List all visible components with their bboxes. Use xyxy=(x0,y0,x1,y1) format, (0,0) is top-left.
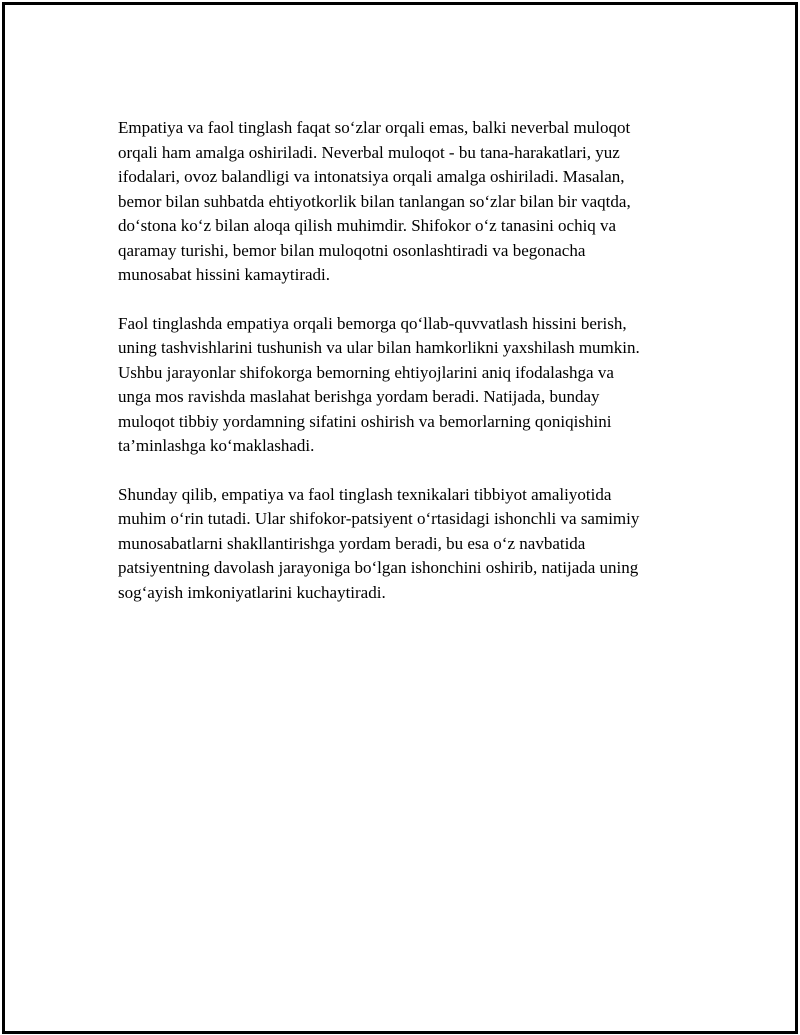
text-line: munosabatlarni shakllantirishga yordam beradi, bu esa o‘z navbatida xyxy=(118,533,586,553)
text-line: sog‘ayish imkoniyatlarini kuchaytiradi. xyxy=(118,582,386,602)
text-line: ta’minlashga ko‘maklashadi. xyxy=(118,436,315,455)
text-line: ifodalari, ovoz balandligi va intonatsiya orqali amalga oshiriladi. Masalan, xyxy=(118,167,625,186)
document-body xyxy=(118,116,698,629)
text-line: Ushbu jarayonlar shifokorga bemorning ehtiyojlarini aniq ifodalashga va xyxy=(118,362,614,382)
text-line: qaramay turishi, bemor bilan muloqotni osonlashtiradi va begonacha xyxy=(118,240,586,260)
text-line: patsiyentning davolash jarayoniga bo‘lgan ishonchini oshirib, natijada uning xyxy=(118,558,639,577)
text-line: muhim o‘rin tutadi. Ular shifokor-patsiyent o‘rtasidagi ishonchli va samimiy xyxy=(118,509,640,528)
text-line: uning tashvishlarini tushunish va ular bilan hamkorlikni yaxshilash mumkin. xyxy=(118,338,640,357)
text-line: bemor bilan suhbatda ehtiyotkorlik bilan tanlangan so‘zlar bilan bir vaqtda, xyxy=(118,191,631,211)
text-line: Shunday qilib, empatiya va faol tinglash texnikalari tibbiyot amaliyotida xyxy=(118,484,612,504)
text-line: orqali ham amalga oshiriladi. Neverbal muloqot - bu tana-harakatlari, yuz xyxy=(118,142,620,162)
paragraph-1 xyxy=(118,116,698,288)
text-line: Empatiya va faol tinglash faqat so‘zlar orqali emas, balki neverbal muloqot xyxy=(118,118,631,137)
text-line: muloqot tibbiy yordamning sifatini oshirish va bemorlarning qoniqishini xyxy=(118,411,612,431)
paragraph-2 xyxy=(118,312,698,459)
text-line: do‘stona ko‘z bilan aloqa qilish muhimdir. Shifokor o‘z tanasini ochiq va xyxy=(118,216,617,235)
text-line: Faol tinglashda empatiya orqali bemorga qo‘llab-quvvatlash hissini berish, xyxy=(118,313,627,333)
text-line: unga mos ravishda maslahat berishga yordam beradi. Natijada, bunday xyxy=(118,387,600,406)
paragraph-3 xyxy=(118,483,698,606)
text-line: munosabat hissini kamaytiradi. xyxy=(118,265,330,284)
